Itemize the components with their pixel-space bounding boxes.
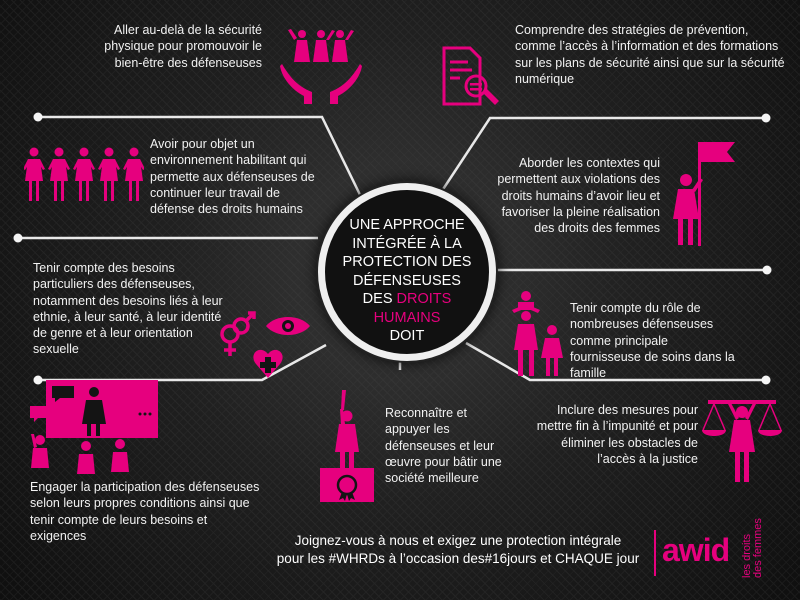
item-text-caregiver: Tenir compte du rôle de nombreuses défenseuses comme principale fournisseuse de soins dans la famille xyxy=(570,301,735,380)
center-title xyxy=(325,216,489,346)
center-line: INTÉGRÉE À LA xyxy=(352,235,462,252)
logo-tagline-line: des femmes xyxy=(752,518,764,578)
footer-call-to-action xyxy=(270,532,646,568)
item-text-recognize: Reconnaître et appuyer les défenseuses et leur œuvre pour bâtir une société meilleure xyxy=(385,406,502,485)
center-word-highlight: HUMAINS xyxy=(373,309,441,326)
footer-line: pour les #WHRDs à l’occasion des#16jours et CHAQUE jour xyxy=(276,551,640,567)
center-line: PROTECTION DES xyxy=(342,254,472,271)
connector-dot xyxy=(762,114,771,123)
gender-eye-heart-icons xyxy=(216,310,316,392)
item-text-impunity: Inclure des mesures pour mettre fin à l’impunité et pour éliminer les obstacles de l’accès à la justice xyxy=(536,403,698,466)
group-of-women-icon xyxy=(24,146,144,204)
logo-divider xyxy=(654,530,656,576)
woman-with-flag-icon xyxy=(668,140,738,250)
center-word-highlight: DROITS xyxy=(396,291,452,308)
footer-line: Joignez-vous à nous et exigez une protection intégrale xyxy=(294,533,622,548)
item-text-needs: Tenir compte des besoins particuliers des défenseuses, notamment des besoins liés à leur ethnie, à leur santé, à leur identité de genre et à leur orientation sexuelle xyxy=(33,261,223,357)
center-line: DOIT xyxy=(389,328,425,345)
center-line: DÉFENSEUSES xyxy=(353,272,461,289)
document-magnifier-icon xyxy=(440,46,500,112)
connector-dot xyxy=(762,376,771,385)
item-text-wellbeing: Aller au-delà de la sécurité physique pour promouvoir le bien-être des défenseuses xyxy=(104,23,262,70)
mother-children-icon xyxy=(508,290,568,380)
item-text-participation: Engager la participation des défenseuses selon leurs propres conditions ainsi que tenir compte de leurs besoins et exigences xyxy=(30,480,260,543)
logo-tagline xyxy=(742,502,764,578)
connector-dot xyxy=(763,266,772,275)
item-text-prevention: Comprendre des stratégies de prévention, comme l’accès à l’information et des formations sur les plans de sécurité ainsi que sur la sécurité numérique xyxy=(515,23,785,86)
awid-logo: awid xyxy=(662,532,730,568)
center-line xyxy=(325,290,489,309)
connector-dot xyxy=(34,113,43,122)
woman-award-podium-icon xyxy=(318,388,376,504)
connector-dot xyxy=(14,234,23,243)
woman-scales-icon xyxy=(700,390,784,486)
center-word: DES xyxy=(362,291,393,308)
hands-holding-women-icon xyxy=(278,24,364,110)
presentation-audience-icon xyxy=(30,380,162,476)
logo-tagline-line: les droits xyxy=(741,533,753,578)
item-text-environment: Avoir pour objet un environnement habilitant qui permette aux défenseuses de continuer leur travail de défense des droits humains xyxy=(150,137,315,216)
center-line: UNE APPROCHE xyxy=(349,217,465,233)
item-text-contexts: Aborder les contextes qui permettent aux violations des droits humains d’avoir lieu et favoriser la pleine réalisation des droits des femmes xyxy=(497,156,660,235)
